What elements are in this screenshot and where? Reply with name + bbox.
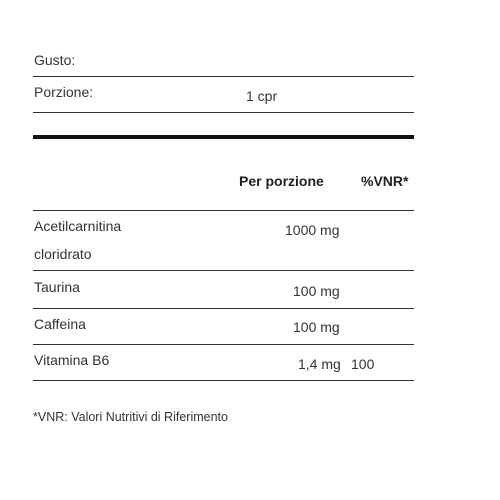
nutrient-name: Acetilcarnitina (34, 218, 122, 234)
porzione-value: 1 cpr (246, 88, 278, 104)
gusto-label: Gusto: (34, 52, 76, 68)
nutrient-name: Vitamina B6 (34, 352, 110, 368)
nutrient-amount: 1000 mg (285, 222, 340, 238)
section-divider (33, 135, 414, 139)
footnote: *VNR: Valori Nutritivi di Riferimento (33, 410, 228, 424)
divider (33, 380, 414, 381)
divider (33, 210, 414, 211)
nutrient-name: Taurina (34, 279, 80, 295)
column-header-vnr: %VNR* (361, 173, 409, 189)
nutrient-amount: 1,4 mg (298, 356, 341, 372)
nutrient-name-line2: cloridrato (34, 246, 92, 262)
divider (33, 308, 414, 309)
nutrient-amount: 100 mg (293, 283, 340, 299)
nutrient-name: Caffeina (34, 316, 86, 332)
divider (33, 76, 414, 77)
divider (33, 344, 414, 345)
nutrient-vnr: 100 (351, 356, 375, 372)
column-header-per-porzione: Per porzione (239, 173, 324, 189)
porzione-label: Porzione: (34, 84, 94, 100)
divider (33, 270, 414, 271)
divider (33, 112, 414, 113)
nutrient-amount: 100 mg (293, 319, 340, 335)
